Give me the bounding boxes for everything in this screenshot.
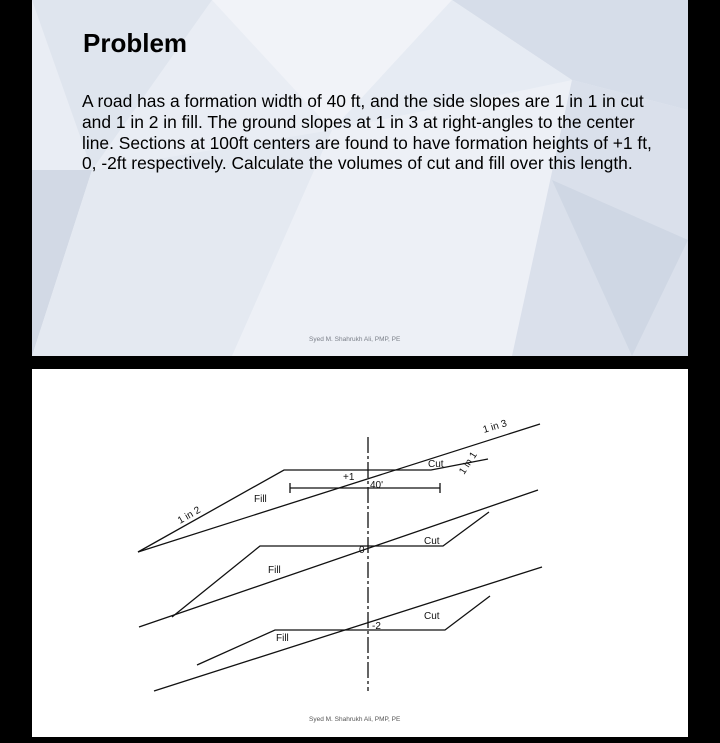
slide-footer: Syed M. Shahrukh Ali, PMP, PE: [309, 336, 401, 343]
cut-slope-label: 1 in 1: [457, 450, 480, 477]
fill-label-2: Fill: [268, 565, 281, 576]
fill-label-3: Fill: [276, 633, 289, 644]
cut-label-3: Cut: [424, 611, 440, 622]
width-label: 40': [370, 480, 384, 491]
fill-slope-label: 1 in 2: [176, 504, 203, 527]
ground-slope-label: 1 in 3: [481, 418, 509, 436]
fill-label-1: Fill: [254, 494, 267, 505]
formation-section-2: [172, 512, 489, 617]
height-label-1: +1: [343, 472, 355, 483]
height-label-2: 0: [359, 545, 365, 556]
cross-section-slide: [32, 369, 688, 737]
cut-label-2: Cut: [424, 536, 440, 547]
cut-label-1: Cut: [428, 459, 444, 470]
slide-title: Problem: [83, 28, 188, 58]
problem-slide: [32, 0, 688, 356]
problem-statement: A road has a formation width of 40 ft, and the side slopes are 1 in 1 in cut and 1 in 2 in fill. The ground slopes at 1 in 3 at right-angles to the center line. Sections at 100ft centers are found to have formation heights of +1 ft, 0, -2ft respectively. Calculate the volumes of cut and fill over this length.: [82, 91, 652, 174]
ground-line-section-3: [154, 567, 542, 691]
formation-section-3: [197, 596, 490, 665]
height-label-3: -2: [372, 621, 381, 632]
slide-footer-bottom: Syed M. Shahrukh Ali, PMP, PE: [309, 716, 401, 723]
cross-section-diagram: [32, 369, 688, 737]
